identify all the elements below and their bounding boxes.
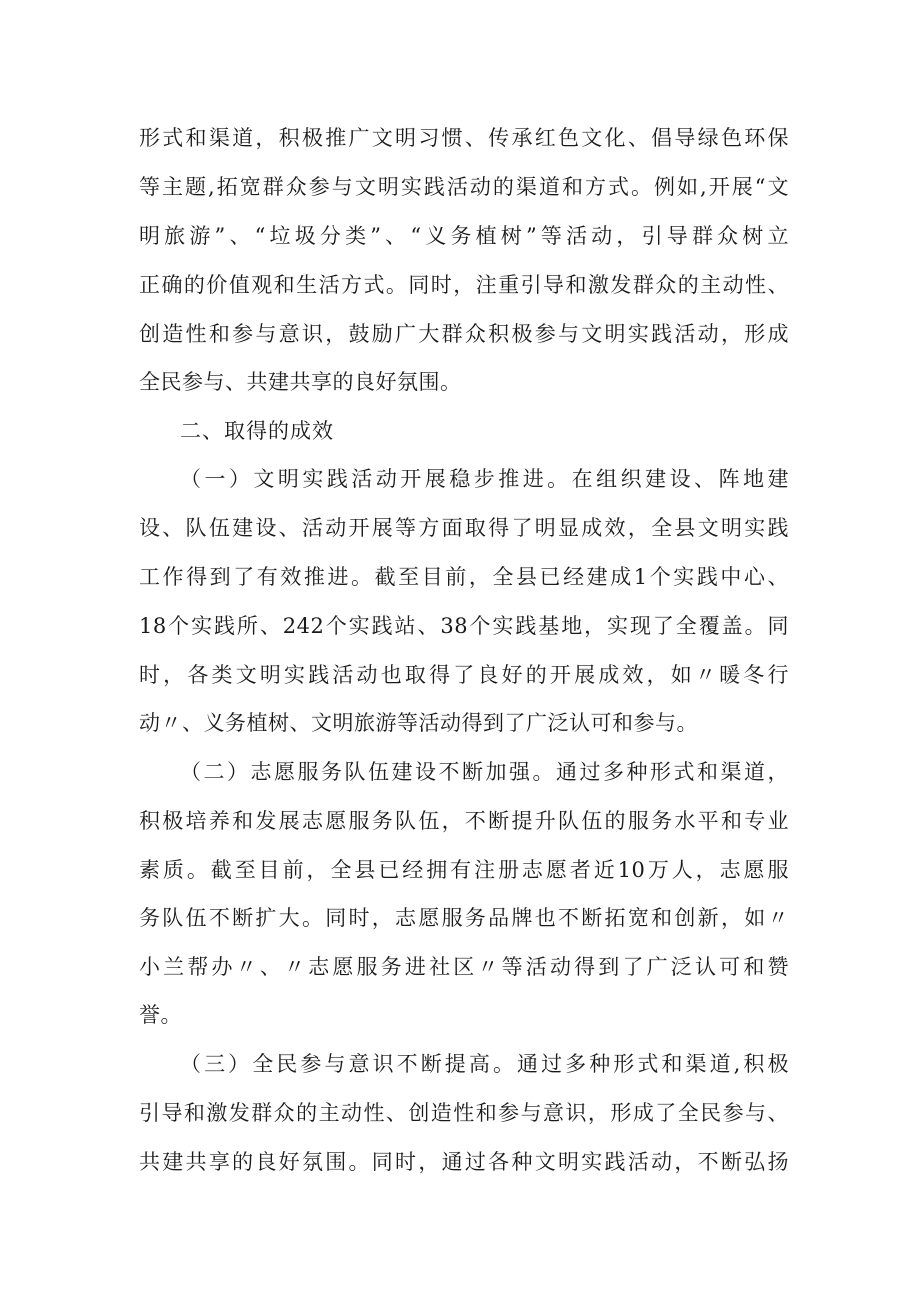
paragraph-line: 誉。	[139, 1003, 182, 1027]
section-heading: 二、取得的成效	[180, 419, 334, 443]
paragraph-line: 动〃、义务植树、文明旅游等活动得到了广泛认可和参与。	[139, 711, 698, 735]
paragraph-line: 等主题,拓宽群众参与文明实践活动的渠道和方式。例如,开展“文	[139, 175, 789, 199]
paragraph-line: 创造性和参与意识，鼓励广大群众积极参与文明实践活动，形成	[139, 322, 789, 346]
paragraph-line: 引导和激发群众的主动性、创造性和参与意识，形成了全民参与、	[139, 1101, 789, 1125]
paragraph-line: （一）文明实践活动开展稳步推进。在组织建设、阵地建	[180, 467, 789, 491]
paragraph-line: 素质。截至目前，全县已经拥有注册志愿者近10万人，志愿服	[139, 858, 789, 882]
paragraph-line: 小兰帮办〃、〃志愿服务进社区〃等活动得到了广泛认可和赞	[139, 955, 789, 979]
paragraph-line: 时，各类文明实践活动也取得了良好的开展成效，如〃暖冬行	[139, 663, 789, 687]
paragraph-line: 共建共享的良好氛围。同时，通过各种文明实践活动，不断弘扬	[139, 1150, 789, 1174]
paragraph-line: 积极培养和发展志愿服务队伍，不断提升队伍的服务水平和专业	[139, 809, 789, 833]
paragraph-line: 全民参与、共建共享的良好氛围。	[139, 370, 462, 394]
paragraph-line: 务队伍不断扩大。同时，志愿服务品牌也不断拓宽和创新，如〃	[139, 906, 789, 930]
paragraph-line: 工作得到了有效推进。截至目前，全县已经建成1个实践中心、	[139, 565, 789, 589]
paragraph-line: （三）全民参与意识不断提高。通过多种形式和渠道,积极	[180, 1052, 789, 1076]
paragraph-line: 正确的价值观和生活方式。同时，注重引导和激发群众的主动性、	[139, 273, 789, 297]
paragraph-line: 明旅游”、“垃圾分类”、“义务植树”等活动，引导群众树立	[139, 224, 789, 248]
paragraph-line: 18个实践所、242个实践站、38个实践基地，实现了全覆盖。同	[139, 614, 789, 638]
paragraph-line: （二）志愿服务队伍建设不断加强。通过多种形式和渠道，	[180, 760, 789, 784]
paragraph-line: 设、队伍建设、活动开展等方面取得了明显成效，全县文明实践	[139, 516, 789, 540]
paragraph-line: 形式和渠道，积极推广文明习惯、传承红色文化、倡导绿色环保	[139, 126, 789, 150]
